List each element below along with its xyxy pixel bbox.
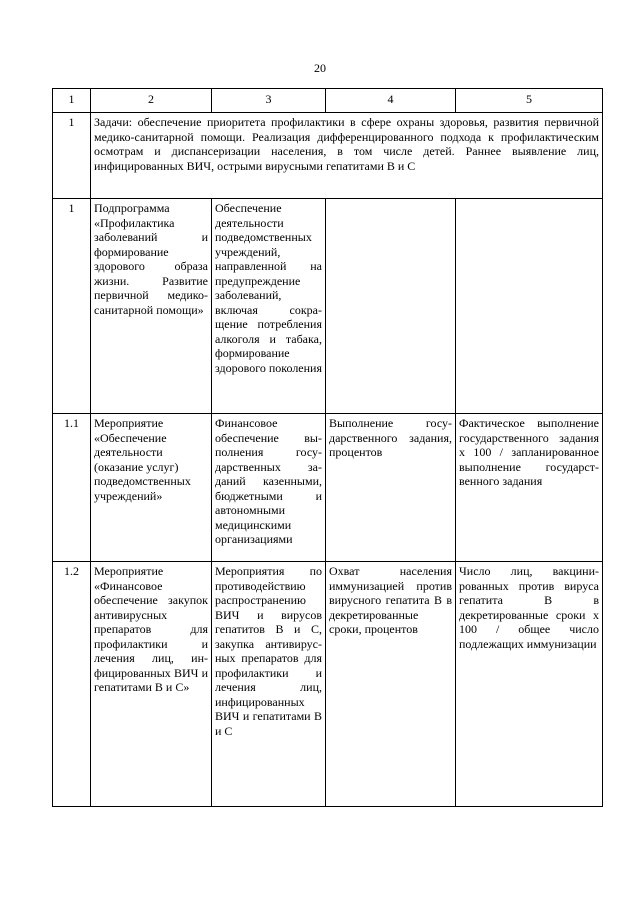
table-row: [53, 562, 603, 807]
row-formula-cell: Фактическое выполнение государственного задания x 100 / запланированное выполнение государственного задания: [456, 414, 603, 562]
row-indicator-cell: Выполнение государственного задания, процентов: [326, 414, 456, 562]
row-formula-cell: Число лиц, вакцинированных против вируса гепатита В в декретированные сроки x 100 / общее число подлежащих иммунизации: [456, 562, 603, 807]
task-row-text: Задачи: обеспечение приоритета профилактики в сфере охраны здоровья, развития первичной медико-санитарной помощи. Реализация дифференцированного подхода к профилактическим осмотрам и диспансеризации населения, в том числе детей. Раннее выявление лиц, инфицированных ВИЧ, острыми вирусными гепатитами В и С: [91, 113, 603, 199]
row-name-cell: Подпрограмма «Профилактика заболеваний и формирование здорового образа жизни. Развитие первичной медико-санитарной помощи»: [91, 199, 212, 414]
table-row: [53, 414, 603, 562]
row-name-cell: Мероприятие «Финансовое обеспечение закупок антивирусных препаратов для профилактики и лечения лиц, инфицированных ВИЧ и гепатитами В и С»: [91, 562, 212, 807]
header-cell-5: 5: [456, 89, 603, 113]
page-number: 20: [314, 61, 326, 75]
program-table: [52, 88, 603, 807]
header-cell-4: 4: [326, 89, 456, 113]
row-content-cell: Финансовое обеспечение выполнения государственных заданий казенными, бюджетными и автономными медицинскими организациями: [212, 414, 326, 562]
header-cell-1: 1: [53, 89, 91, 113]
table-header-row: [53, 89, 603, 113]
row-number: 1.2: [53, 562, 91, 807]
task-row: [53, 113, 603, 199]
row-number: 1: [53, 199, 91, 414]
row-name-cell: Мероприятие «Обеспечение деятельности (оказание услуг) подведомственных учреждений»: [91, 414, 212, 562]
header-cell-2: 2: [91, 89, 212, 113]
row-number: 1.1: [53, 414, 91, 562]
task-row-number: 1: [53, 113, 91, 199]
row-formula-cell: [456, 199, 603, 414]
row-content-cell: Обеспечение деятельности подведомственных учреждений, направленной на предупреждение заболеваний, включая сокращение потребления алкоголя и табака, формирование здорового поколения: [212, 199, 326, 414]
row-indicator-cell: Охват населения иммунизацией против вирусного гепатита В в декретированные сроки, процентов: [326, 562, 456, 807]
row-content-cell: Мероприятия по противодействию распространению ВИЧ и вирусов гепатитов В и С, закупка антивирусных препаратов для профилактики и лечения лиц, инфицированных ВИЧ и гепатитами В и С: [212, 562, 326, 807]
row-indicator-cell: [326, 199, 456, 414]
header-cell-3: 3: [212, 89, 326, 113]
table-row: [53, 199, 603, 414]
